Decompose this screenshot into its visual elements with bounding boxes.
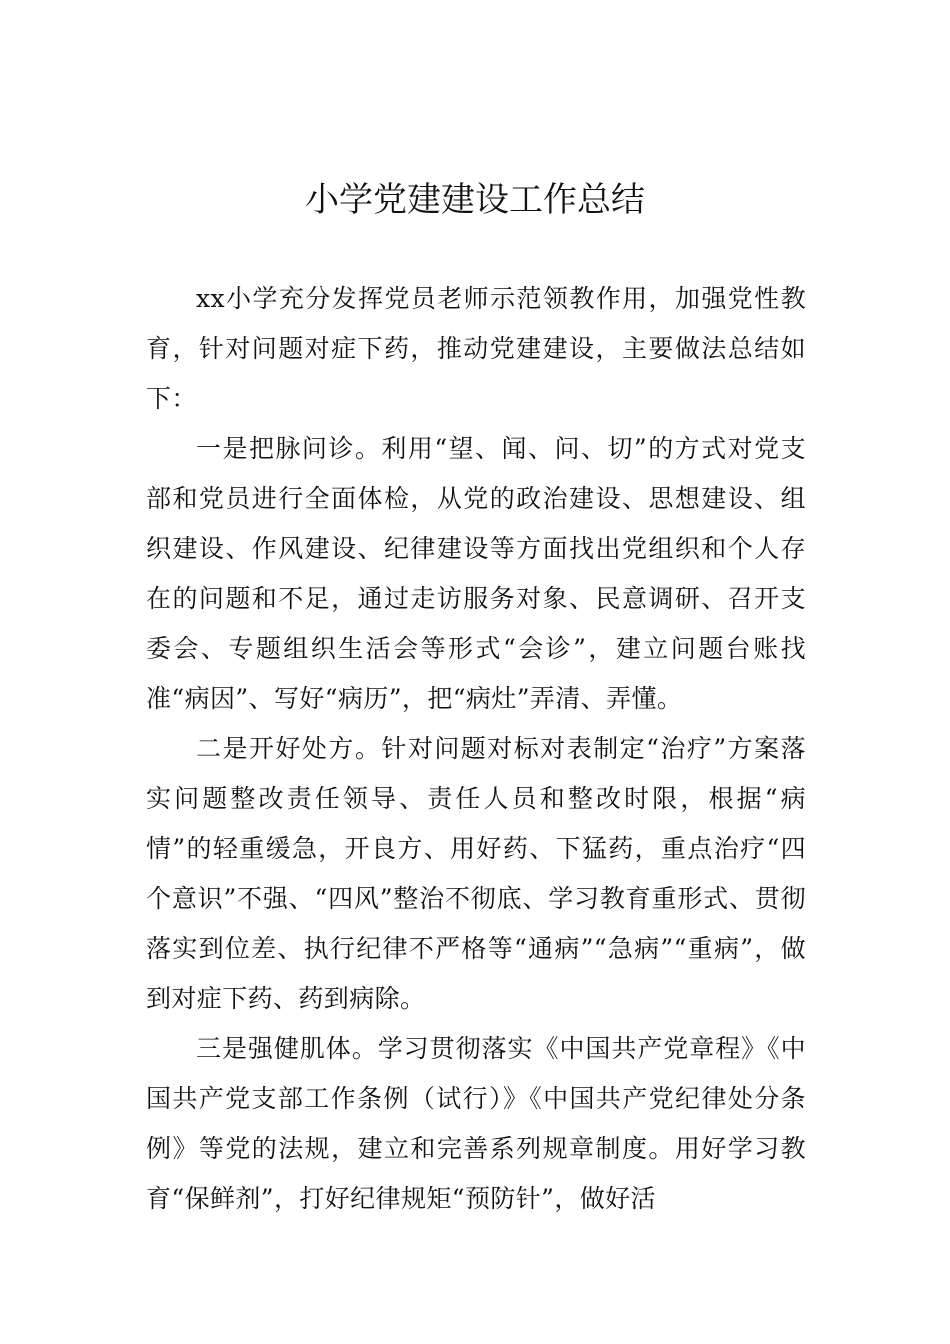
document-body [146,274,806,1224]
paragraph-prescription: 二是开好处方。针对问题对标对表制定“治疗”方案落实问题整改责任领导、责任人员和整改时限，根据“病情”的轻重缓急，开良方、用好药、下猛药，重点治疗“四个意识”不强、“四风”整治不彻底、学习教育重形式、贯彻落实到位差、执行纪律不严格等“通病”“急病”“重病”，做到对症下药、药到病除。 [146,734,806,1013]
paragraph-diagnosis: 一是把脉问诊。利用“望、闻、问、切”的方式对党支部和党员进行全面体检，从党的政治建设、思想建设、组织建设、作风建设、纪律建设等方面找出党组织和个人存在的问题和不足，通过走访服务对象、民意调研、召开支委会、专题组织生活会等形式“会诊”，建立问题台账找准“病因”、写好“病历”，把“病灶”弄清、弄懂。 [146,434,806,713]
document-title: 小学党建建设工作总结 [305,180,645,220]
paragraph-strengthen: 三是强健肌体。学习贯彻落实《中国共产党章程》《中国共产党支部工作条例（试行）》《中国共产党纪律处分条例》等党的法规，建立和完善系列规章制度。用好学习教育“保鲜剂”，打好纪律规矩“预防针”，做好活 [146,1034,806,1213]
paragraph-intro: xx小学充分发挥党员老师示范领教作用，加强党性教育，针对问题对症下药，推动党建建设，主要做法总结如下： [146,284,806,413]
